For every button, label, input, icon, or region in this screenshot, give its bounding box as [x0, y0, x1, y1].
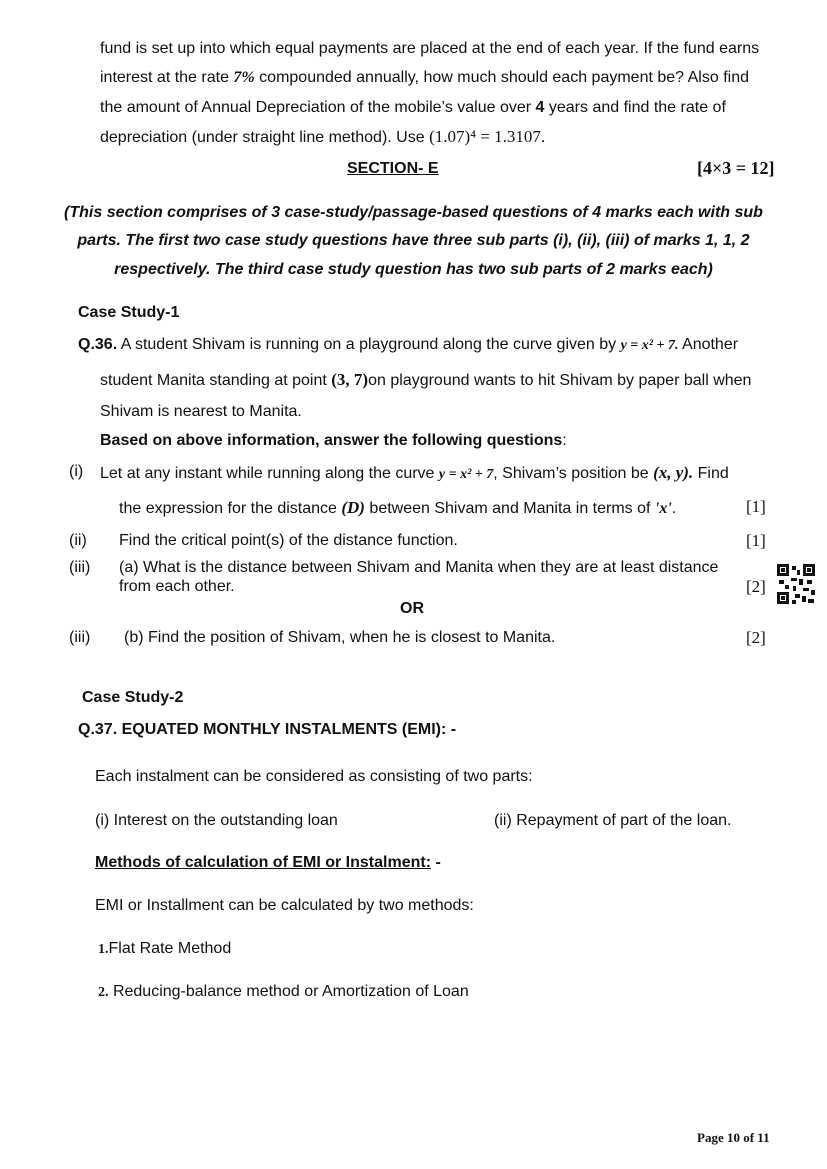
intro-line-1: fund is set up into which equal payments are placed at the end of each year. If the fund earns	[100, 40, 760, 57]
part-i-line-2-text-b: between Shivam and Manita in terms of	[364, 500, 655, 517]
methods-heading-suffix: -	[431, 854, 441, 871]
section-instruction-2: parts. The first two case study questions have three sub parts (i), (ii), (iii) of marks 1, 1, 2	[77, 232, 750, 249]
methods-heading	[95, 854, 441, 872]
manita-point: (3, 7)	[331, 370, 369, 389]
method-1-number: 1.	[98, 942, 109, 957]
q37-title-text: EQUATED MONTHLY INSTALMENTS (EMI): -	[121, 721, 457, 738]
method-1-text: Flat Rate Method	[108, 940, 232, 957]
part-ii-marks: [1]	[746, 531, 766, 550]
intro-line-3	[100, 99, 726, 117]
section-instruction-1: (This section comprises of 3 case-study/passage-based questions of 4 marks each with sub	[64, 204, 763, 221]
q36-prompt	[100, 432, 567, 450]
part-i-line-1-text-b: , Shivam’s position be	[493, 465, 654, 482]
methods-intro: EMI or Installment can be calculated by two methods:	[95, 897, 474, 914]
part-i-line-2-text-c: .	[671, 500, 677, 517]
q36-line-1-text-a: A student Shivam is running on a playground along the curve given by	[120, 336, 621, 353]
interest-rate: 7%	[233, 69, 255, 86]
method-2-text: Reducing-balance method or Amortization of Loan	[112, 983, 469, 1000]
part-i-curve-equation: y = x² + 7	[438, 467, 494, 482]
shivam-position: (x, y).	[653, 463, 694, 482]
intro-line-3-text-a: the amount of Annual Depreciation of the mobile’s value over	[100, 99, 536, 116]
intro-line-2-text-a: interest at the rate	[100, 69, 234, 86]
q36-prompt-colon: :	[562, 432, 567, 449]
part-i-line-1-text-a: Let at any instant while running along the curve	[100, 465, 439, 482]
part-i-label: (i)	[69, 463, 84, 480]
depreciation-years: 4	[535, 99, 545, 116]
q36-line-3: Shivam is nearest to Manita.	[100, 403, 302, 420]
intro-line-4-text: depreciation (under straight line method). Use	[100, 129, 430, 146]
method-1	[98, 940, 231, 958]
q37-number: Q.37.	[78, 721, 118, 738]
part-i-line-1	[100, 463, 729, 483]
part-iii-a-line-1: (a) What is the distance between Shivam and Manita when they are at least distance	[119, 559, 719, 576]
part-i-line-1-text-c: Find	[693, 465, 729, 482]
q36-line-1-text-b: Another	[678, 336, 739, 353]
methods-heading-text: Methods of calculation of EMI or Instalment:	[95, 854, 432, 871]
part-ii-label: (ii)	[69, 532, 87, 549]
q36-line-1	[78, 336, 738, 354]
method-2	[98, 983, 469, 1001]
section-instruction-3: respectively. The third case study question has two sub parts of 2 marks each)	[114, 261, 713, 278]
distance-symbol: (D)	[341, 498, 365, 517]
part-i-line-2	[119, 498, 676, 518]
q36-line-2-text-a: student Manita standing at point	[100, 372, 332, 389]
part-i-marks: [1]	[746, 497, 766, 516]
method-2-number: 2.	[98, 985, 109, 1000]
part-iii-b-text: (b) Find the position of Shivam, when he is closest to Manita.	[124, 629, 556, 646]
intro-line-2-text-b: compounded annually, how much should each payment be? Also find	[254, 69, 749, 86]
q36-number: Q.36.	[78, 336, 118, 353]
part-i-line-2-text-a: the expression for the distance	[119, 500, 342, 517]
q36-line-2	[100, 370, 751, 390]
emi-part-ii: (ii) Repayment of part of the loan.	[494, 812, 732, 829]
page-number: Page 10 of 11	[697, 1130, 770, 1145]
qr-code-icon	[777, 564, 815, 604]
part-iii-a-label: (iii)	[69, 559, 91, 576]
part-iii-a-marks: [2]	[746, 577, 766, 596]
intro-line-2	[100, 69, 749, 87]
emi-para-1: Each instalment can be considered as consisting of two parts:	[95, 768, 533, 785]
part-iii-b-marks: [2]	[746, 628, 766, 647]
intro-line-4	[100, 127, 545, 147]
q36-prompt-text: Based on above information, answer the following questions	[100, 432, 563, 449]
curve-equation: y = x² + 7.	[620, 338, 679, 353]
section-marks: [4×3 = 12]	[697, 158, 775, 178]
part-ii-text: Find the critical point(s) of the distance function.	[119, 532, 458, 549]
or-separator: OR	[400, 600, 424, 617]
section-title: SECTION- E	[347, 160, 439, 177]
x-variable: 'x'	[654, 500, 672, 517]
emi-part-i: (i) Interest on the outstanding loan	[95, 812, 338, 829]
part-iii-b-label: (iii)	[69, 629, 91, 646]
part-iii-a-line-2: from each other.	[119, 578, 235, 595]
intro-line-3-text-b: years and find the rate of	[544, 99, 726, 116]
q36-line-2-text-b: on playground wants to hit Shivam by paper ball when	[368, 372, 752, 389]
q37-title	[78, 721, 456, 739]
case-study-2-heading: Case Study-2	[82, 689, 184, 706]
case-study-1-heading: Case Study-1	[78, 304, 180, 321]
given-formula: (1.07)⁴ = 1.3107.	[429, 127, 546, 146]
